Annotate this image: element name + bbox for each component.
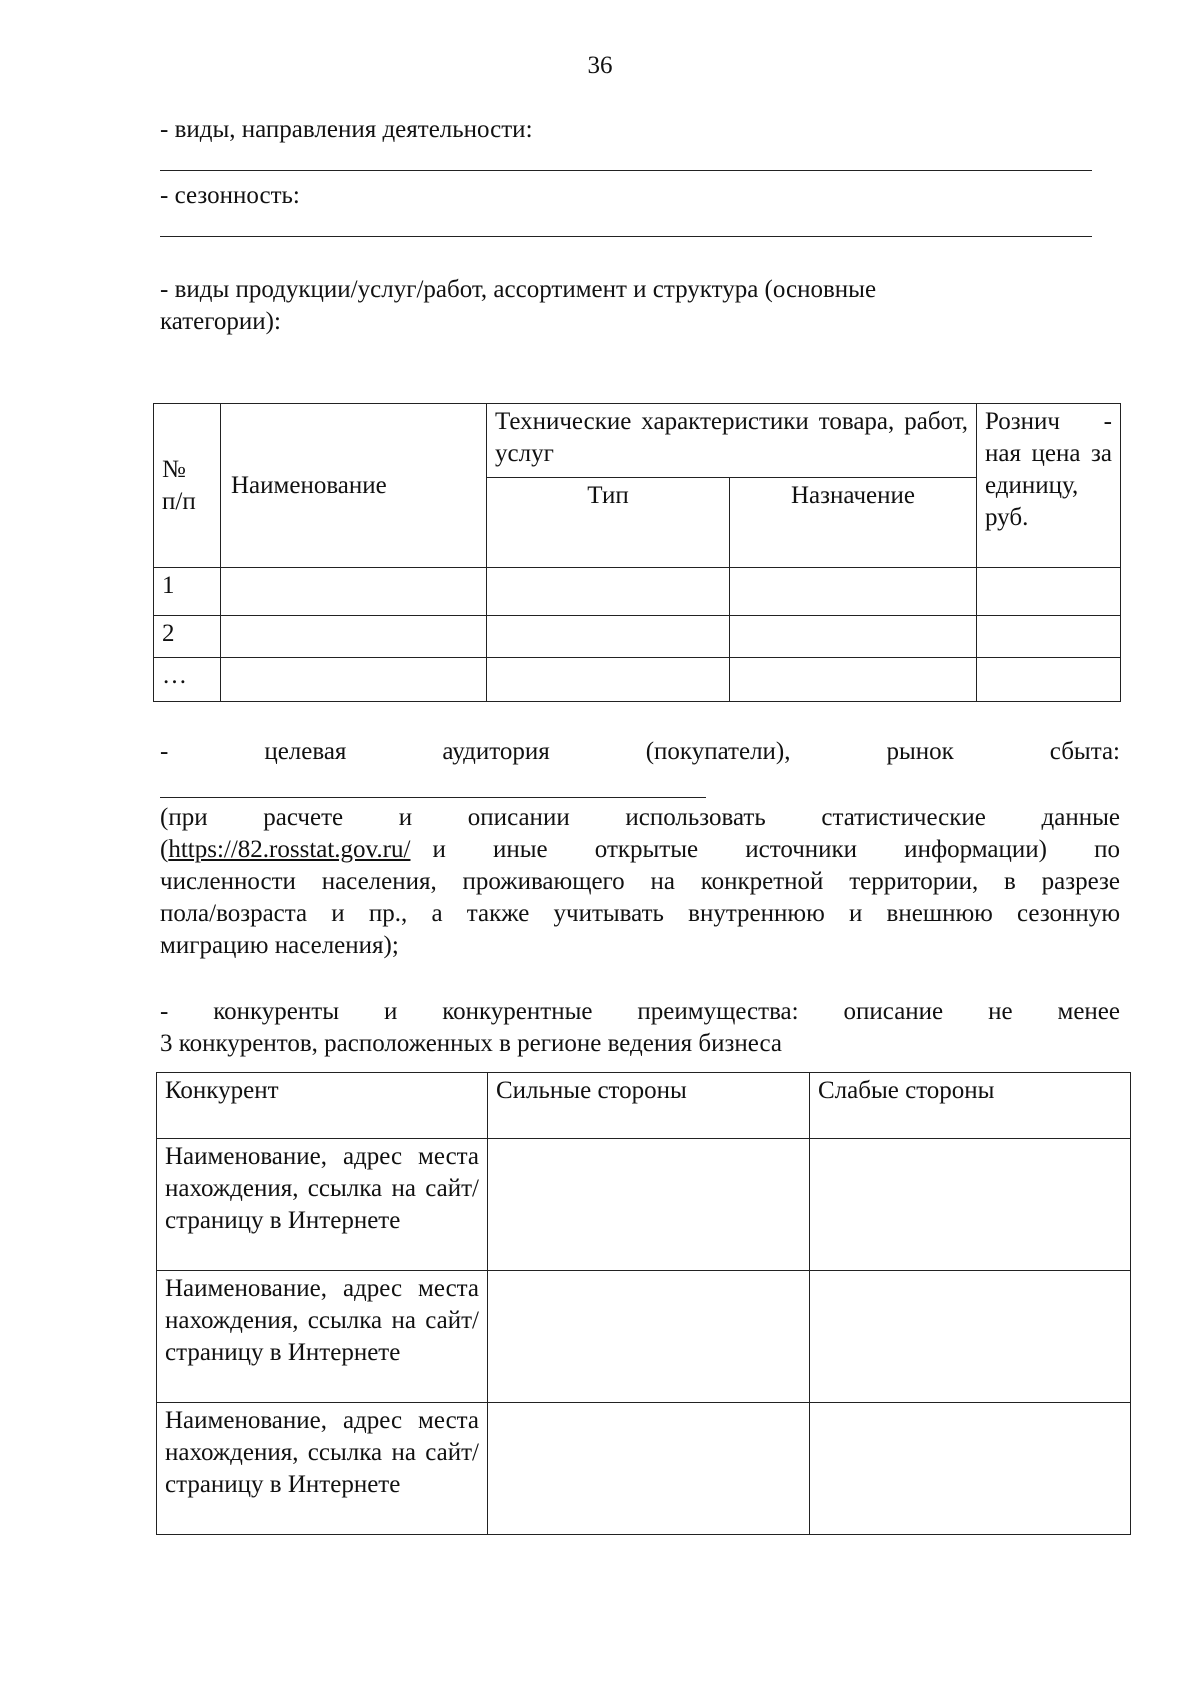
audience-note-2: ( https://82.rosstat.gov.ru/ и иные открытые источники информации) по [160, 834, 1120, 866]
row-cell [730, 616, 977, 658]
competitors-table [156, 1072, 1131, 1535]
products-label-2: категории): [160, 308, 281, 335]
page-number: 36 [587, 52, 613, 79]
rosstat-link[interactable]: https://82.rosstat.gov.ru/ [168, 836, 411, 863]
header-price: Рознич - ная цена за единицу, руб. [977, 404, 1121, 568]
weaknesses-cell [810, 1271, 1131, 1403]
row-cell [977, 658, 1121, 702]
header-strengths: Сильные стороны [488, 1073, 810, 1139]
row-cell [730, 658, 977, 702]
row-cell [977, 616, 1121, 658]
competitor-cell: Наименование, адрес места нахождения, ссылка на сайт/страницу в Интернете [157, 1271, 488, 1403]
strengths-cell [488, 1403, 810, 1535]
competitors-line-2: 3 конкурентов, расположенных в регионе ведения бизнеса [160, 1030, 782, 1057]
header-weaknesses: Слабые стороны [810, 1073, 1131, 1139]
strengths-cell [488, 1271, 810, 1403]
row-cell [221, 616, 487, 658]
seasonality-label: - сезонность: [160, 182, 300, 209]
strengths-cell [488, 1139, 810, 1271]
row-num: 2 [154, 616, 221, 658]
row-num: … [154, 658, 221, 702]
header-name: Наименование [221, 404, 487, 568]
weaknesses-cell [810, 1403, 1131, 1535]
activities-line [160, 170, 1092, 171]
audience-note-5: миграцию населения); [160, 932, 399, 959]
audience-note-1: (при расчете и описании использовать статистические данные [160, 804, 1120, 831]
row-cell [487, 568, 730, 616]
row-cell [487, 658, 730, 702]
row-cell [487, 616, 730, 658]
row-cell [977, 568, 1121, 616]
header-type: Тип [487, 478, 730, 568]
products-table [153, 403, 1121, 702]
row-num: 1 [154, 568, 221, 616]
audience-underline [160, 797, 706, 798]
row-cell [221, 658, 487, 702]
products-label-1: - виды продукции/услуг/работ, ассортимент и структура (основные [160, 276, 877, 303]
audience-note-3: численности населения, проживающего на конкретной территории, в разрезе [160, 868, 1120, 895]
competitors-line-1: - конкуренты и конкурентные преимущества: описание не менее [160, 998, 1120, 1025]
header-num: № п/п [154, 404, 221, 568]
header-competitor: Конкурент [157, 1073, 488, 1139]
row-cell [730, 568, 977, 616]
weaknesses-cell [810, 1139, 1131, 1271]
seasonality-line [160, 236, 1092, 237]
header-tech: Технические характеристики товара, работ, услуг [487, 404, 977, 478]
row-cell [221, 568, 487, 616]
competitor-cell: Наименование, адрес места нахождения, ссылка на сайт/страницу в Интернете [157, 1139, 488, 1271]
audience-note-2-rest: и иные открытые источники информации) по [432, 836, 1120, 863]
competitor-cell: Наименование, адрес места нахождения, ссылка на сайт/страницу в Интернете [157, 1403, 488, 1535]
activities-label: - виды, направления деятельности: [160, 116, 533, 143]
header-purpose: Назначение [730, 478, 977, 568]
audience-line: - целевая аудитория (покупатели), рынок сбыта: [160, 738, 1120, 765]
audience-note-4: пола/возраста и пр., а также учитывать внутреннюю и внешнюю сезонную [160, 900, 1120, 927]
